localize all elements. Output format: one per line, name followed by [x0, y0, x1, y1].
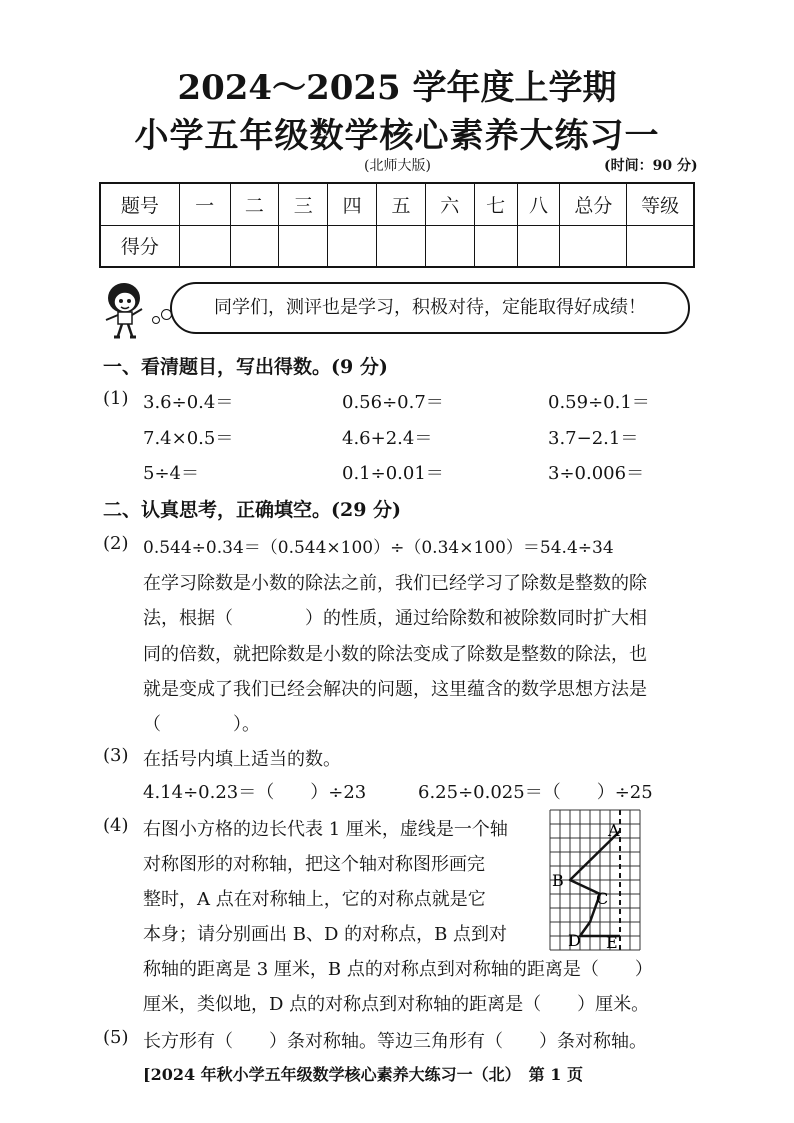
point-label-d: D: [568, 931, 581, 950]
score-table: [99, 182, 695, 268]
symmetry-grid-figure: [546, 806, 650, 954]
question-2-text: 就是变成了我们已经会解决的问题，这里蕴含的数学思想方法是: [143, 679, 647, 700]
score-input-cell[interactable]: [328, 225, 377, 267]
calc-item: 7.4×0.5＝: [143, 428, 234, 449]
calc-item: 4.6+2.4＝: [342, 428, 433, 449]
question-2-text: 在学习除数是小数的除法之前，我们已经学习了除数是整数的除: [143, 573, 647, 594]
cartoon-student-icon: [98, 278, 158, 340]
point-label-b: B: [552, 871, 564, 890]
score-input-cell[interactable]: [560, 225, 627, 267]
score-input-cell[interactable]: [627, 225, 694, 267]
title-line-1: 2024～2025 学年度上学期: [177, 68, 617, 108]
score-cell: 七: [474, 183, 517, 225]
section-1-title: 一、看清题目，写出得数。(9 分): [103, 356, 388, 378]
question-5-number: (5): [103, 1027, 129, 1048]
point-label-e: E: [606, 933, 618, 952]
score-cell: 三: [279, 183, 328, 225]
score-cell: 八: [517, 183, 560, 225]
score-cell: 六: [425, 183, 474, 225]
calc-item: 3.6÷0.4＝: [143, 392, 234, 413]
question-4-text: 右图小方格的边长代表 1 厘米，虚线是一个轴: [143, 819, 508, 840]
question-4-text: 称轴的距离是 3 厘米，B 点的对称点到对称轴的距离是（ ）: [143, 959, 653, 980]
calc-item: 0.1÷0.01＝: [342, 463, 444, 484]
score-cell: 一: [179, 183, 230, 225]
calc-item: 0.56÷0.7＝: [342, 392, 444, 413]
score-cell: 五: [377, 183, 426, 225]
time-label: (时间：90 分): [604, 158, 698, 174]
encouragement-bubble: 同学们，测评也是学习，积极对待，定能取得好成绩！: [170, 282, 690, 334]
question-3-item-a: 4.14÷0.23＝（ ）÷23: [143, 782, 367, 803]
calc-item: 3.7−2.1＝: [548, 428, 639, 449]
edition-label: (北师大版): [364, 158, 431, 174]
question-4-number: (4): [103, 815, 129, 836]
question-2-number: (2): [103, 533, 129, 554]
score-cell: 等级: [627, 183, 694, 225]
question-4-text: 本身；请分别画出 B、D 的对称点，B 点到对: [143, 924, 508, 945]
half-figure-outline: [570, 831, 620, 936]
calc-item: 5÷4＝: [143, 463, 199, 484]
score-row-label: 得分: [100, 225, 179, 267]
point-label-c: C: [596, 889, 609, 908]
question-3-text: 在括号内填上适当的数。: [143, 749, 341, 770]
question-1-number: (1): [103, 388, 129, 409]
score-cell: 题号: [100, 183, 179, 225]
question-3-number: (3): [103, 745, 129, 766]
calc-item: 3÷0.006＝: [548, 463, 645, 484]
score-table-score-row: [100, 225, 694, 267]
question-2-text: 同的倍数，就把除数是小数的除法变成了除数是整数的除法，也: [143, 644, 647, 665]
score-cell: 二: [230, 183, 279, 225]
score-input-cell[interactable]: [425, 225, 474, 267]
page-footer: [2024 年秋小学五年级数学核心素养大练习一（北） 第 1 页: [143, 1065, 583, 1084]
question-2-text: 法，根据（ ）的性质，通过给除数和被除数同时扩大相: [143, 608, 647, 629]
score-cell: 四: [328, 183, 377, 225]
score-input-cell[interactable]: [230, 225, 279, 267]
score-input-cell[interactable]: [179, 225, 230, 267]
point-label-a: A: [608, 821, 620, 840]
question-2-formula: 0.544÷0.34＝（0.544×100）÷（0.34×100）＝54.4÷34: [143, 538, 614, 558]
question-3-item-b: 6.25÷0.025＝（ ）÷25: [418, 782, 653, 803]
question-4-text: 对称图形的对称轴，把这个轴对称图形画完: [143, 854, 485, 875]
calc-item: 0.59÷0.1＝: [548, 392, 650, 413]
section-2-title: 二、认真思考，正确填空。(29 分): [103, 499, 402, 521]
question-4-text: 厘米，类似地，D 点的对称点到对称轴的距离是（ ）厘米。: [143, 994, 650, 1015]
title-line-2: 小学五年级数学核心素养大练习一: [134, 116, 660, 156]
question-2-text: （ ）。: [143, 714, 260, 735]
score-table-header-row: [100, 183, 694, 225]
question-5-text: 长方形有（ ）条对称轴。等边三角形有（ ）条对称轴。: [143, 1031, 647, 1052]
score-input-cell[interactable]: [279, 225, 328, 267]
score-input-cell[interactable]: [474, 225, 517, 267]
score-input-cell[interactable]: [377, 225, 426, 267]
thought-dot-small: [152, 316, 160, 324]
score-input-cell[interactable]: [517, 225, 560, 267]
score-cell: 总分: [560, 183, 627, 225]
question-4-text: 整时，A 点在对称轴上，它的对称点就是它: [143, 889, 486, 910]
